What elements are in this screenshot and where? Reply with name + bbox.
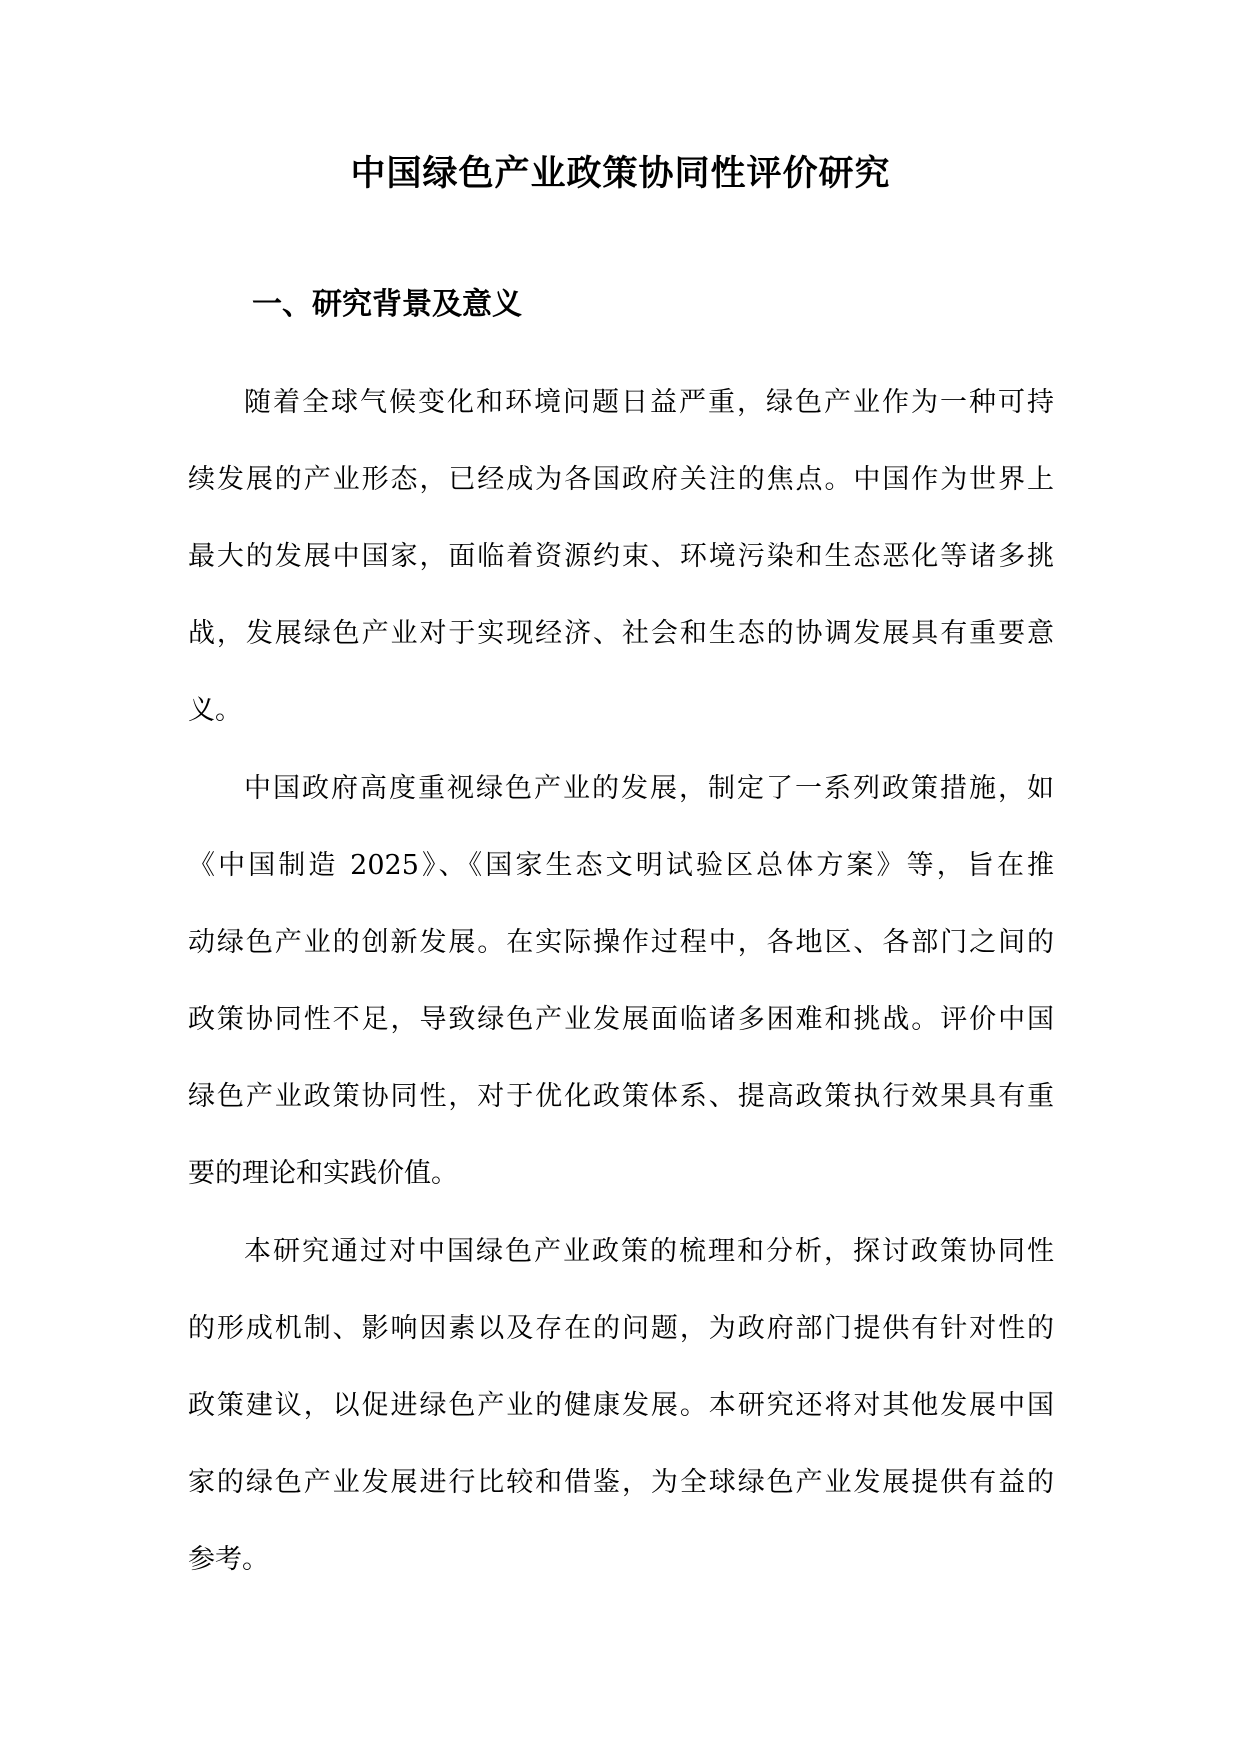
paragraph-line: 参考。 bbox=[188, 1544, 269, 1575]
document-body bbox=[188, 364, 1054, 1599]
paragraph-line: 家的绿色产业发展进行比较和借鉴，为全球绿色产业发展提供有益的 bbox=[188, 1467, 1054, 1498]
paragraph-policy bbox=[188, 750, 1054, 1212]
paragraph-line: 政策协同性不足，导致绿色产业发展面临诸多困难和挑战。评价中国 bbox=[188, 1004, 1054, 1035]
paragraph-line: 政策建议，以促进绿色产业的健康发展。本研究还将对其他发展中国 bbox=[188, 1390, 1054, 1421]
paragraph-line: 《中国制造 2025》、《国家生态文明试验区总体方案》等，旨在推 bbox=[188, 850, 1054, 881]
paragraph-line: 中国政府高度重视绿色产业的发展，制定了一系列政策措施，如 bbox=[244, 773, 1054, 804]
paragraph-line: 最大的发展中国家，面临着资源约束、环境污染和生态恶化等诸多挑 bbox=[188, 541, 1054, 572]
paragraph-line: 的形成机制、影响因素以及存在的问题，为政府部门提供有针对性的 bbox=[188, 1313, 1054, 1344]
paragraph-line: 义。 bbox=[188, 695, 242, 726]
paragraph-line: 随着全球气候变化和环境问题日益严重，绿色产业作为一种可持 bbox=[244, 387, 1054, 418]
document-title: 中国绿色产业政策协同性评价研究 bbox=[350, 154, 891, 194]
paragraph-line: 动绿色产业的创新发展。在实际操作过程中，各地区、各部门之间的 bbox=[188, 927, 1054, 958]
paragraph-line: 要的理论和实践价值。 bbox=[188, 1158, 458, 1189]
paragraph-line: 续发展的产业形态，已经成为各国政府关注的焦点。中国作为世界上 bbox=[188, 464, 1054, 495]
paragraph-line: 本研究通过对中国绿色产业政策的梳理和分析，探讨政策协同性 bbox=[244, 1236, 1054, 1267]
paragraph-research bbox=[188, 1213, 1054, 1598]
paragraph-line: 战，发展绿色产业对于实现经济、社会和生态的协调发展具有重要意 bbox=[188, 618, 1054, 649]
section-heading: 一、研究背景及意义 bbox=[252, 287, 522, 322]
paragraph-background bbox=[188, 364, 1054, 749]
paragraph-line: 绿色产业政策协同性，对于优化政策体系、提高政策执行效果具有重 bbox=[188, 1081, 1054, 1112]
